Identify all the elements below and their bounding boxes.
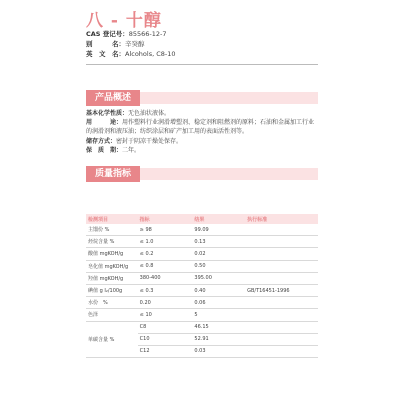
section-overview-bar <box>86 92 318 104</box>
desc-chem-text: 无色油状液体。 <box>128 110 171 117</box>
desc-shelf-label: 保 质 期： <box>86 147 123 154</box>
divider-rule <box>86 64 318 65</box>
row-spec: ≤ 0.8 <box>138 260 193 272</box>
row-result: 0.02 <box>192 248 245 260</box>
section-quality-title: 质量指标 <box>86 166 140 182</box>
row-standard-cell <box>245 224 318 236</box>
info-alias-value: 辛癸醇 <box>125 40 145 48</box>
row-standard-cell <box>245 333 318 345</box>
row-spec: ≤ 0.3 <box>138 284 193 296</box>
info-cas <box>86 30 167 39</box>
info-alias-label: 别 名： <box>86 40 125 48</box>
row-item: 皂化值 mgKOH/g <box>86 260 138 272</box>
row-standard-cell <box>245 260 318 272</box>
desc-storage <box>86 138 318 147</box>
row-item: 酸值 mgKOH/g <box>86 248 138 260</box>
row-standard-cell <box>245 236 318 248</box>
table-row <box>86 260 318 272</box>
row-item: 主馏份 % <box>86 224 138 236</box>
row-spec: ≤ 0.2 <box>138 248 193 260</box>
table-row <box>86 236 318 248</box>
row-standard-cell <box>245 309 318 321</box>
desc-use-label: 用 途： <box>86 119 123 126</box>
desc-chem-label: 基本化学性质： <box>86 110 129 117</box>
row-standard: GB/T16451-1996 <box>245 284 318 296</box>
row-spec: ≤ 1.0 <box>138 236 193 248</box>
table-header-result: 结果 <box>192 214 245 224</box>
table-header-spec: 指标 <box>138 214 193 224</box>
info-english-name <box>86 50 176 59</box>
table-row <box>86 248 318 260</box>
table-row <box>86 284 318 296</box>
table-header-row <box>86 214 318 224</box>
row-result: 0.50 <box>192 260 245 272</box>
row-result: 0.13 <box>192 236 245 248</box>
row-spec: ≤ 10 <box>138 309 193 321</box>
desc-shelf-text: 二年。 <box>122 147 141 154</box>
desc-chem <box>86 110 318 119</box>
info-english-value: Alcohols, C8-10 <box>125 50 176 58</box>
desc-storage-text: 密封于阴凉干燥处保存。 <box>116 138 183 145</box>
info-cas-value: 85566-12-7 <box>128 30 167 38</box>
page-title: 八 - 十醇 <box>86 11 162 31</box>
table-row <box>86 321 318 333</box>
info-english-label: 英 文 名： <box>86 50 125 58</box>
row-item: 水份 % <box>86 297 138 309</box>
row-item: 烃烷含量 % <box>86 236 138 248</box>
quality-spec-table <box>86 214 318 358</box>
row-spec: C10 <box>138 333 193 345</box>
row-result: 395.00 <box>192 272 245 284</box>
table-header-standard: 执行标准 <box>245 214 318 224</box>
info-alias <box>86 40 145 49</box>
row-result: 52.91 <box>192 333 245 345</box>
row-standard-cell <box>245 345 318 357</box>
table-row <box>86 297 318 309</box>
row-item: 色泽 <box>86 309 138 321</box>
table-row <box>86 224 318 236</box>
table-row <box>86 309 318 321</box>
desc-use <box>86 119 318 136</box>
section-overview-title: 产品概述 <box>86 90 140 106</box>
row-standard-cell <box>245 272 318 284</box>
section-quality-bar <box>86 168 318 180</box>
row-result: 5 <box>192 309 245 321</box>
table-row <box>86 272 318 284</box>
row-spec: C8 <box>138 321 193 333</box>
row-item: 羟值 mgKOH/g <box>86 272 138 284</box>
row-item-single-carbon: 单碳含量 % <box>86 321 138 358</box>
row-standard-cell <box>245 321 318 333</box>
desc-storage-label: 储存方式： <box>86 138 117 145</box>
row-result: 46.15 <box>192 321 245 333</box>
row-spec: C12 <box>138 345 193 357</box>
row-result: 99.09 <box>192 224 245 236</box>
table-header-item: 检测项目 <box>86 214 138 224</box>
row-spec: ≥ 98 <box>138 224 193 236</box>
row-spec: 380-400 <box>138 272 193 284</box>
row-result: 0.40 <box>192 284 245 296</box>
row-standard-cell <box>245 248 318 260</box>
info-cas-label: CAS 登记号： <box>86 30 129 38</box>
desc-use-text: 用作塑料行业润滑增塑剂、稳定剂和阻燃剂的原料；石油和金属加工行业的润滑剂和液压油；纺织涂层和矿产加工用的表面活性剂等。 <box>86 119 315 135</box>
row-spec: 0.20 <box>138 297 193 309</box>
row-item: 碘值 g I₂/100g <box>86 284 138 296</box>
row-standard-cell <box>245 297 318 309</box>
row-result: 0.03 <box>192 345 245 357</box>
row-result: 0.06 <box>192 297 245 309</box>
desc-shelf-life <box>86 147 318 156</box>
